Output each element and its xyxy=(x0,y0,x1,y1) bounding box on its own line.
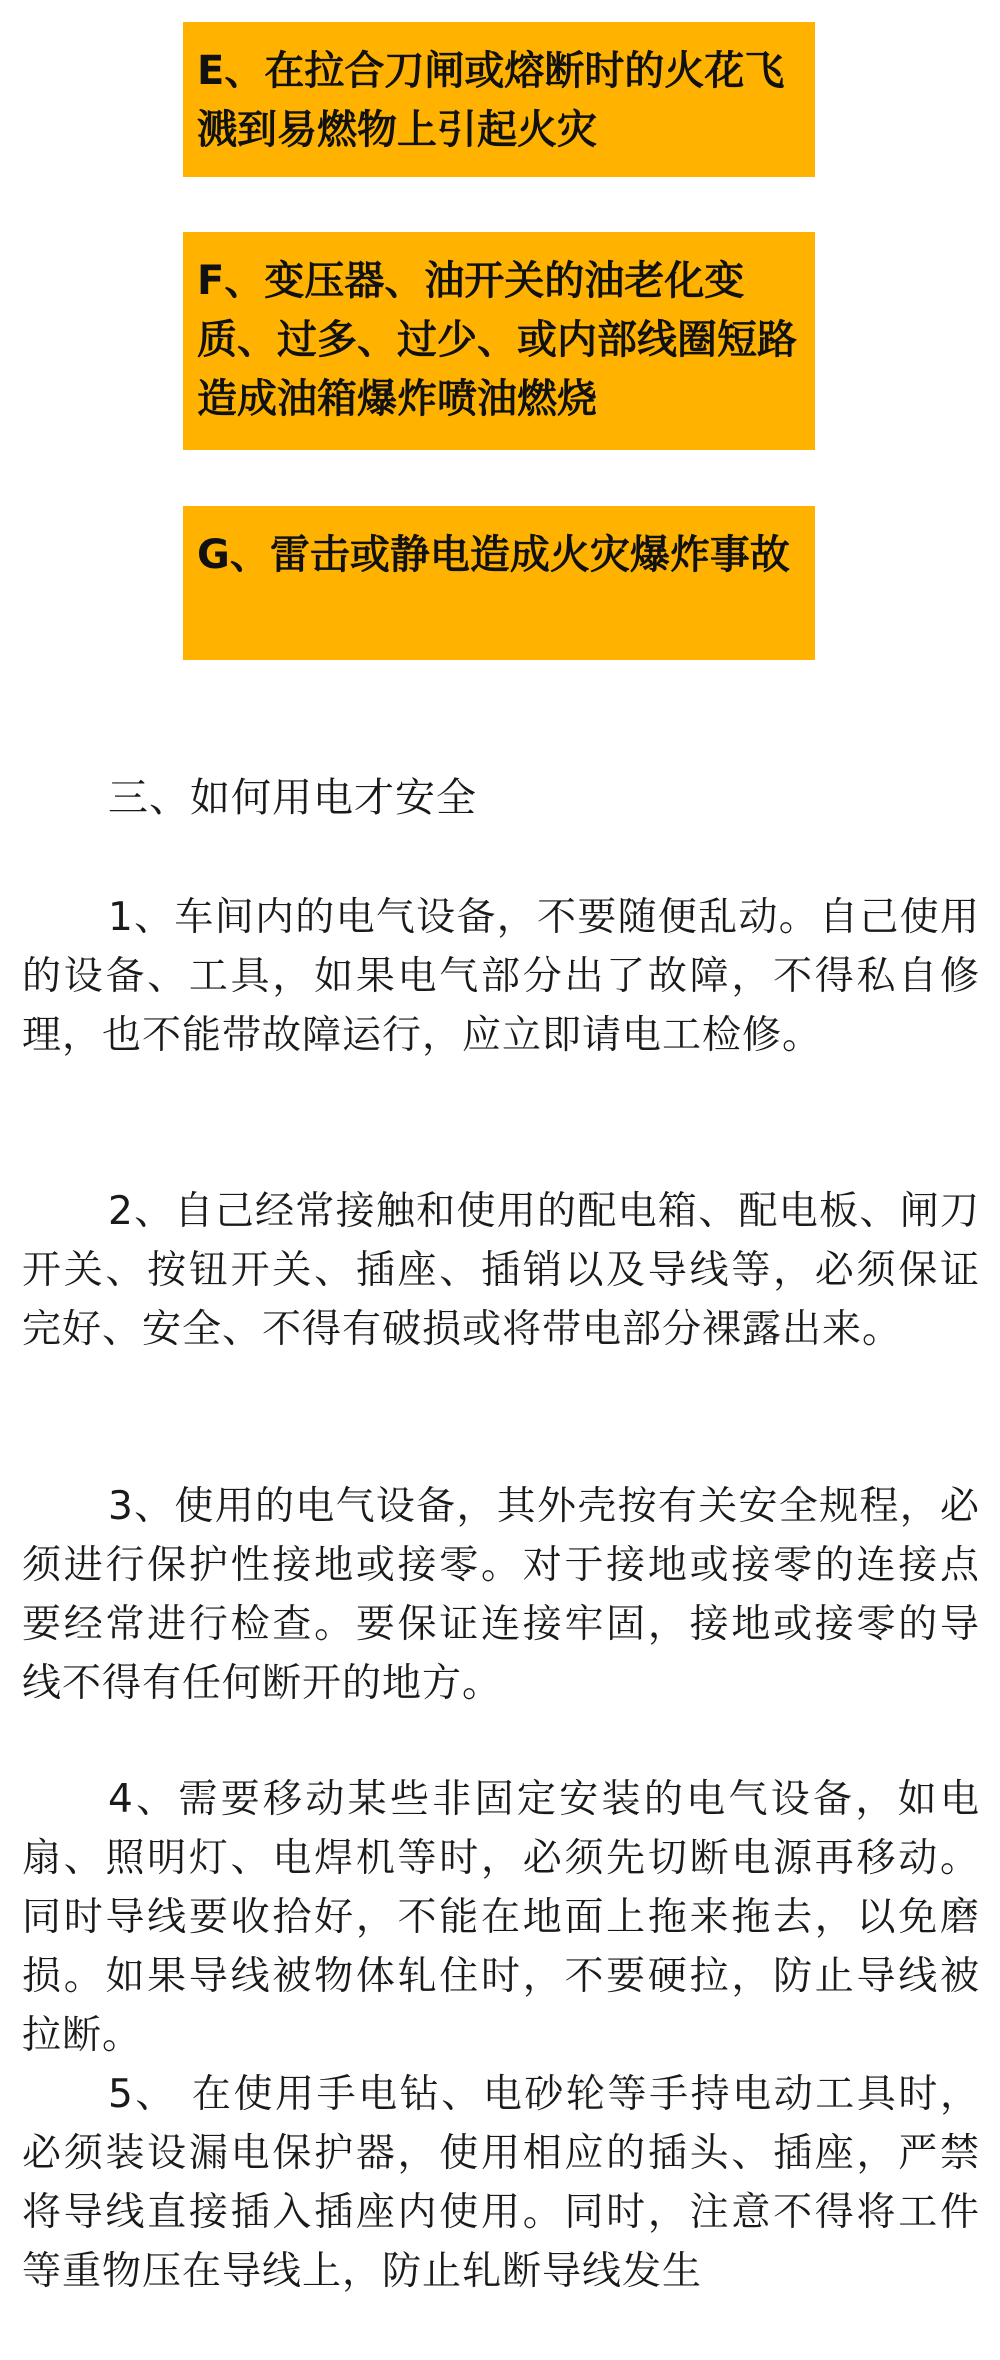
safety-rule-paragraph-4: 4、需要移动某些非固定安装的电气设备，如电扇、照明灯、电焊机等时，必须先切断电源再移动。同时导线要收拾好，不能在地面上拖来拖去，以免磨损。如果导线被物体轧住时，不要硬拉，防止导线被拉断。 xyxy=(22,1777,980,2058)
safety-rule-paragraph-3: 3、使用的电气设备，其外壳按有关安全规程，必须进行保护性接地或接零。对于接地或接零的连接点要经常进行检查。要保证连接牢固，接地或接零的导线不得有任何断开的地方。 xyxy=(22,1484,980,1706)
cause-card-f xyxy=(183,232,815,450)
safety-rule-paragraph-1: 1、车间内的电气设备，不要随便乱动。自己使用的设备、工具，如果电气部分出了故障，不得私自修理，也不能带故障运行，应立即请电工检修。 xyxy=(22,895,980,1058)
section-heading: 三、如何用电才安全 xyxy=(108,775,477,821)
cause-card-g-text: G、雷击或静电造成火灾爆炸事故 xyxy=(197,532,790,578)
cause-card-g xyxy=(183,506,815,660)
cause-card-f-text: F、变压器、油开关的油老化变质、过多、过少、或内部线圈短路造成油箱爆炸喷油燃烧 xyxy=(197,258,797,422)
safety-rule-paragraph-2: 2、自己经常接触和使用的配电箱、配电板、闸刀开关、按钮开关、插座、插销以及导线等，必须保证完好、安全、不得有破损或将带电部分裸露出来。 xyxy=(22,1189,980,1352)
cause-card-e xyxy=(183,22,815,177)
cause-card-e-text: E、在拉合刀闸或熔断时的火花飞溅到易燃物上引起火灾 xyxy=(197,48,785,153)
safety-rule-paragraph-5: 5、 在使用手电钻、电砂轮等手持电动工具时，必须装设漏电保护器，使用相应的插头、插座，严禁将导线直接插入插座内使用。同时，注意不得将工件等重物压在导线上，防止轧断导线发生 xyxy=(22,2072,980,2294)
